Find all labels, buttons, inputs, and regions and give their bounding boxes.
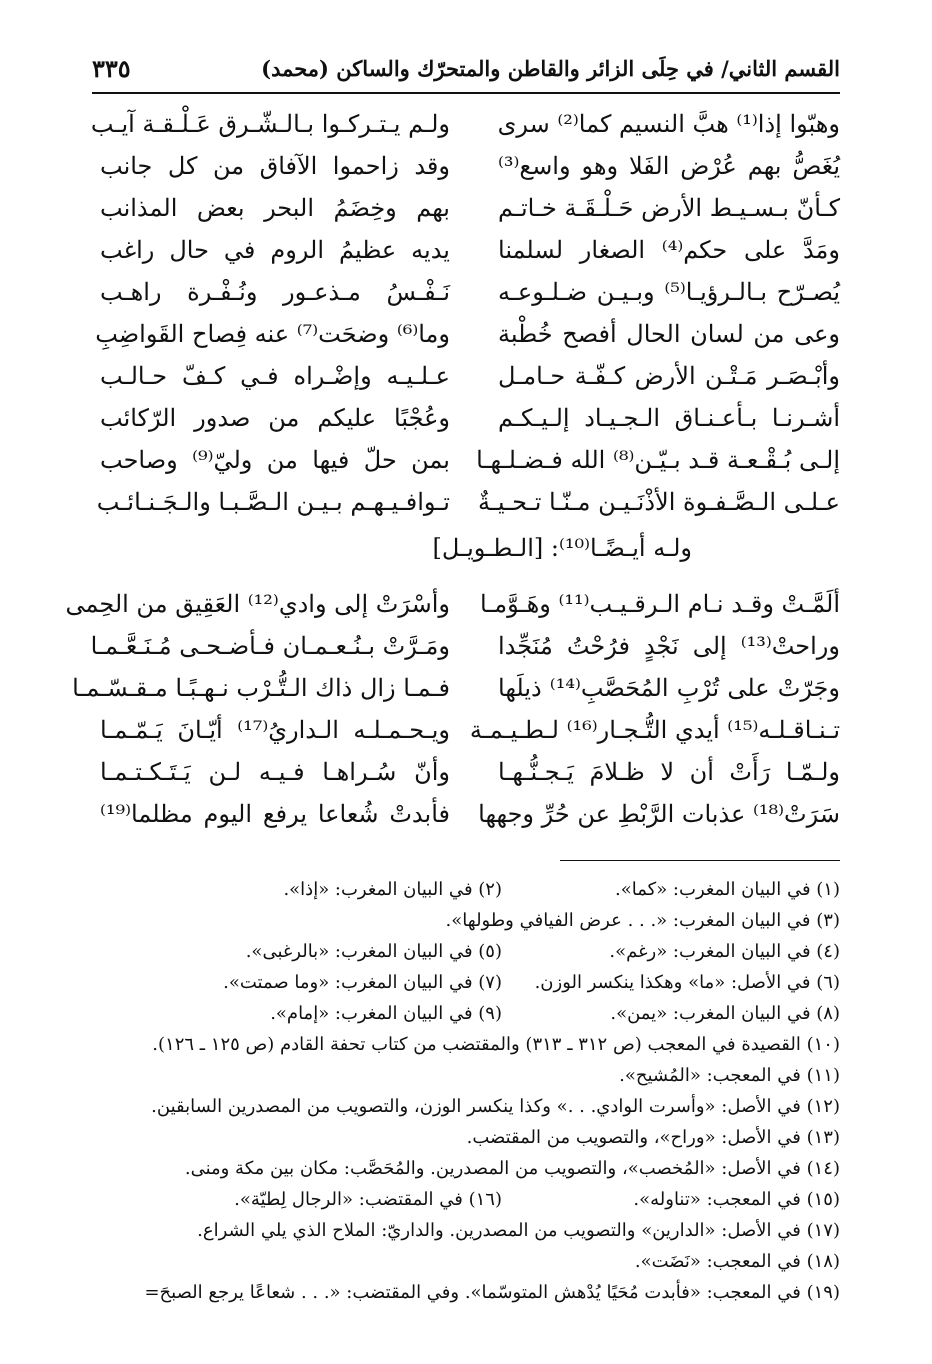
poem1-verse-3-right: كـأنّ بـسـيـط الأرض حَـلْـقَـة خـاتـم: [498, 194, 840, 222]
page-number: ٣٣٥: [92, 53, 131, 83]
footnote-1: (١) في البيان المغرب: «كما».: [615, 879, 840, 900]
poem1-verse-9-left: بمن حلّ فيها من وليّ⁽⁹⁾ وصاحب: [100, 446, 450, 474]
footnote-7: (٧) في البيان المغرب: «وما صمتت».: [223, 972, 502, 993]
poem1-verse-5-right: يُصـرّح بـالـرؤيـا⁽⁵⁾ وبـيـن ضـلـوعـه: [498, 278, 840, 306]
poem1-verse-3-left: بهم وخِضَمُ البحر بعض المذانب: [100, 194, 450, 222]
header-title: القسم الثاني/ في حِلَى الزائر والقاطن والمتحرّك والساكن (محمد): [261, 55, 840, 81]
poem1-verse-5-left: نَـفْـسُ مـذعـور ونُـفْـرة راهـب: [100, 278, 450, 306]
poem2-verse-2-left: ومَـرَّتْ بـنُـعـمـان فـأضـحـى مُـنَـعَّـمـا: [90, 632, 450, 660]
footnote-10: (١٠) القصيدة في المعجب (ص ٣١٢ ـ ٣١٣) والمقتضب من كتاب تحفة القادم (ص ١٢٥ ـ ١٢٦).: [152, 1034, 840, 1055]
footnote-8: (٨) في البيان المغرب: «يمن».: [610, 1003, 840, 1024]
poem1-verse-9-right: إلـى بُـقْـعـة قـد بـيّـن⁽⁸⁾ الله فـضـلـهـا: [476, 446, 840, 474]
poem2-verse-1-right: ألَمَّـتْ وقـد نـام الـرقـيـب⁽¹¹⁾ وهَـوَّمـا: [479, 590, 840, 618]
poem2-verse-4-right: تـنـاقـلـه⁽¹⁵⁾ أيدي التُّـجـار⁽¹⁶⁾ لـطـيـمـة: [469, 716, 840, 744]
poem1-verse-1-left: ولـم يـتـركـوا بـالـشّـرق عَـلْـقـة آيـب: [90, 110, 450, 138]
footnote-11: (١١) في المعجب: «المُشيح».: [619, 1065, 840, 1086]
poem1-verse-10-right: عـلـى الـصَّـفـوة الأذْنَـيـن مـنّـا تـحـيـةٌ: [478, 488, 840, 516]
footnote-2: (٢) في البيان المغرب: «إذا».: [283, 879, 502, 900]
footnote-3: (٣) في البيان المغرب: «. . . عرض الفيافي وطولها».: [445, 910, 840, 931]
footnote-19: (١٩) في المعجب: «فأبدت مُحَيًا يُدْهش المتوسّما». وفي المقتضب: «. . . شعاعًا يرجع الصبحَ=: [144, 1282, 840, 1303]
running-header: [92, 48, 840, 88]
footnote-13: (١٣) في الأصل: «وراح»، والتصويب من المقتضب.: [466, 1127, 840, 1148]
footnote-16: (١٦) في المقتضب: «الرجال لِطيّة».: [234, 1189, 502, 1210]
poem2-verse-6-left: فأبدتْ شُعاعا يرفع اليوم مظلما⁽¹⁹⁾: [100, 800, 450, 828]
poem1-verse-7-right: وأبْـصَـر مَـتْـن الأرض كـفّـة حـامـل: [498, 362, 840, 390]
footnote-divider: [560, 860, 840, 861]
poem2-verse-3-left: فـمـا زال ذاك الـتُّـرْب نـهـبًـا مـقـسّـمـا: [72, 674, 450, 702]
poem2-verse-2-right: وراحتْ⁽¹³⁾ إلى نَجْدٍ فرُحْتُ مُنَجِّدا: [498, 632, 840, 660]
footnote-9: (٩) في البيان المغرب: «إمام».: [270, 1003, 502, 1024]
poem1-verse-8-left: وعُجْبًا عليكم من صدور الرّكائب: [100, 404, 450, 432]
poem1-verse-2-right: يُغَصُّ بهم عُرْض الفَلا وهو واسع⁽³⁾: [498, 152, 840, 180]
footnote-5: (٥) في البيان المغرب: «بالرغبى».: [245, 941, 502, 962]
footnote-4: (٤) في البيان المغرب: «رغم».: [609, 941, 840, 962]
poem1-verse-4-left: يديه عظيمُ الروم في حال راغب: [100, 236, 450, 264]
header-divider: [92, 92, 840, 94]
poem2-verse-1-left: وأسْرَتْ إلى وادي⁽¹²⁾ العَقِيق من الحِمى: [65, 590, 450, 618]
poem1-verse-6-left: وما⁽⁶⁾ وضحَت⁽⁷⁾ عنه فِصاح القَواضِبِ: [95, 320, 450, 348]
footnote-14: (١٤) في الأصل: «المُخصب»، والتصويب من المصدرين. والمُحَصَّب: مكان بين مكة ومنى.: [184, 1158, 840, 1179]
poem2-verse-4-left: ويـحـمـلـه الـداريُ⁽¹⁷⁾ أيّـانَ يَـمّـمـا: [100, 716, 451, 744]
footnote-12: (١٢) في الأصل: «وأسرت الوادي. . .» وكذا ينكسر الوزن، والتصويب من المصدرين السابقين.: [151, 1096, 840, 1117]
poem2-verse-5-right: ولـمّـا رَأَتْ أن لا ظـلامَ يَـجـنُّـهـا: [498, 758, 840, 786]
poem1-verse-4-right: ومَدَّ على حكم⁽⁴⁾ الصغار لسلمنا: [498, 236, 840, 264]
poem2-verse-6-right: سَرَتْ⁽¹⁸⁾ عذبات الرَّبْطِ عن حُرِّ وجهها: [478, 800, 840, 828]
poem1-verse-10-left: تـوافـيـهـم بـيـن الـصَّـبـا والـجَـنـائـب: [96, 488, 450, 516]
footnote-6: (٦) في الأصل: «ما» وهكذا ينكسر الوزن.: [534, 972, 840, 993]
poem1-verse-8-right: أشـرنـا بـأعـنـاق الـجـيـاد إلـيـكـم: [498, 404, 840, 432]
poem1-verse-7-left: عـلـيـه وإضْـراه فـي كـفّ حـالـب: [100, 362, 450, 390]
poem1-verse-6-right: وعى من لسان الحال أفصح خُطْبة: [498, 320, 840, 348]
poem2-verse-5-left: وأنّ سُـراهـا فـيـه لـن يَـتَـكـتـمـا: [100, 758, 450, 786]
meter-heading: ولـه أيـضًـا⁽¹⁰⁾: [الـطـويـل]: [432, 534, 692, 562]
poem1-verse-2-left: وقد زاحموا الآفاق من كل جانب: [100, 152, 450, 180]
poem1-verse-1-right: وهبّوا إذا⁽¹⁾ هبَّ النسيم كما⁽²⁾ سرى: [497, 110, 840, 138]
footnote-15: (١٥) في المعجب: «تناوله».: [633, 1189, 840, 1210]
footnote-17: (١٧) في الأصل: «الدارين» والتصويب من المصدرين. والداريّ: الملاح الذي يلي الشراع.: [197, 1220, 840, 1241]
footnote-18: (١٨) في المعجب: «نَضَت».: [634, 1251, 840, 1272]
poem2-verse-3-right: وجَرّتْ على تُرْبِ المُحَصَّبِ⁽¹⁴⁾ ذيلَها: [498, 674, 840, 702]
